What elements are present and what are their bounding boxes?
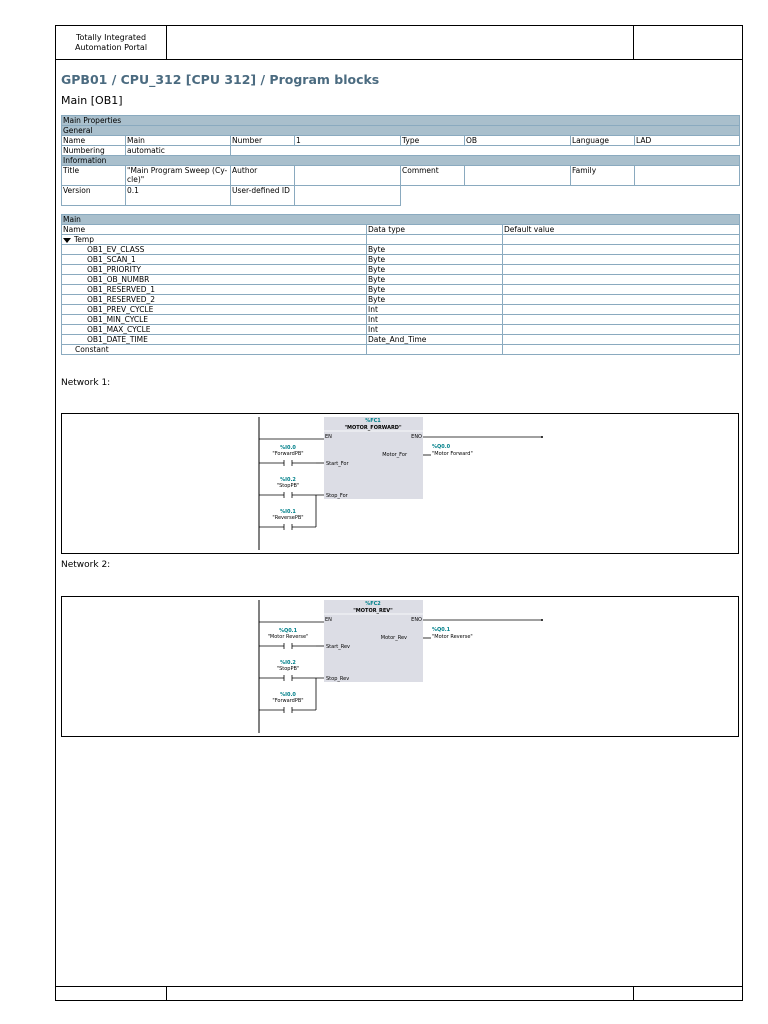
prop-label: Title (62, 166, 126, 186)
contact-name: "StopPB" (276, 666, 300, 672)
var-default (503, 315, 740, 325)
contact-address: %I0.0 (280, 445, 296, 451)
fc-name: "MOTOR_REV" (353, 608, 393, 614)
var-name: OB1_EV_CLASS (62, 245, 367, 255)
table-row (62, 295, 740, 305)
constant-row: Constant (62, 345, 367, 355)
output-address: %Q0.0 (432, 444, 451, 450)
contact-name: "ReversePB" (272, 515, 304, 521)
var-default (503, 335, 740, 345)
var-type: Byte (367, 245, 503, 255)
network-label: Network 1: (61, 378, 111, 388)
table-row (62, 305, 740, 315)
var-default (503, 295, 740, 305)
section-header: Information (62, 156, 740, 166)
table-row (62, 325, 740, 335)
output-name: "Motor Forward" (432, 451, 473, 457)
prop-value (295, 166, 401, 186)
var-default (503, 265, 740, 275)
var-type: Date_And_Time (367, 335, 503, 345)
temp-label: Temp (74, 235, 94, 244)
prop-value: 1 (295, 136, 401, 146)
contact-address: %I0.0 (280, 692, 296, 698)
ladder-diagram (62, 414, 740, 555)
table-row (62, 275, 740, 285)
prop-value: automatic (126, 146, 231, 156)
collapse-triangle-icon[interactable] (63, 238, 71, 243)
prop-value (635, 166, 740, 186)
footer-divider (166, 987, 167, 1001)
block-title: Main [OB1] (61, 94, 123, 107)
network-label: Network 2: (61, 560, 111, 570)
var-default (503, 285, 740, 295)
contact-name: "ForwardPB" (272, 451, 304, 457)
var-default (503, 275, 740, 285)
table-row (62, 255, 740, 265)
var-default (503, 305, 740, 315)
ladder-diagram (62, 597, 740, 738)
var-name: OB1_RESERVED_1 (62, 285, 367, 295)
var-name: OB1_DATE_TIME (62, 335, 367, 345)
en-pin: EN (325, 617, 332, 623)
var-name: OB1_RESERVED_2 (62, 295, 367, 305)
table-row (62, 315, 740, 325)
prop-value: Main (126, 136, 231, 146)
input-pin: Stop_For (326, 493, 348, 499)
table-row (62, 335, 740, 345)
contact-address: %I0.1 (280, 509, 296, 515)
var-default (503, 325, 740, 335)
table-row (62, 245, 740, 255)
empty-cell (231, 146, 740, 156)
page-header (56, 26, 742, 60)
prop-value: 0.1 (126, 186, 231, 206)
var-default (503, 255, 740, 265)
network-1-diagram (61, 413, 739, 554)
var-name: OB1_MIN_CYCLE (62, 315, 367, 325)
temp-row[interactable] (62, 235, 367, 245)
prop-value: LAD (635, 136, 740, 146)
contact-name: "ForwardPB" (272, 698, 304, 704)
prop-label: User-defined ID (231, 186, 295, 206)
var-type: Int (367, 315, 503, 325)
empty-cell (503, 345, 740, 355)
prop-label: Type (401, 136, 465, 146)
var-type: Byte (367, 275, 503, 285)
footer-divider (633, 987, 634, 1001)
var-name: OB1_MAX_CYCLE (62, 325, 367, 335)
project-path: GPB01 / CPU_312 [CPU 312] / Program blocks (61, 72, 380, 87)
header-divider (633, 26, 634, 59)
output-pin: Motor_Rev (380, 635, 407, 641)
fc-address: %FC2 (365, 601, 381, 607)
output-address: %Q0.1 (432, 627, 451, 633)
var-name: OB1_PREV_CYCLE (62, 305, 367, 315)
output-name: "Motor Reverse" (432, 634, 473, 640)
fc-name: "MOTOR_FORWARD" (344, 425, 402, 431)
prop-label: Version (62, 186, 126, 206)
section-header: General (62, 126, 740, 136)
empty-cell (367, 235, 503, 245)
column-header: Name (62, 225, 367, 235)
var-type: Byte (367, 255, 503, 265)
var-type: Byte (367, 295, 503, 305)
properties-table (61, 115, 740, 206)
prop-label: Comment (401, 166, 465, 186)
input-pin: Start_Rev (326, 644, 350, 650)
contact-address: %I0.2 (280, 660, 296, 666)
prop-value (295, 186, 401, 206)
contact-address: %I0.2 (280, 477, 296, 483)
product-name: Totally Integrated Automation Portal (56, 26, 167, 59)
empty-cell (401, 186, 740, 206)
wire-end-dot (541, 619, 543, 621)
empty-cell (503, 235, 740, 245)
section-header: Main (62, 215, 740, 225)
prop-label: Author (231, 166, 295, 186)
prop-label: Language (571, 136, 635, 146)
contact-address: %Q0.1 (278, 628, 298, 634)
var-type: Byte (367, 265, 503, 275)
var-name: OB1_SCAN_1 (62, 255, 367, 265)
section-header: Main Properties (62, 116, 740, 126)
input-pin: Stop_Rev (326, 676, 350, 682)
input-pin: Start_For (326, 461, 349, 467)
en-pin: EN (325, 434, 332, 440)
column-header: Default value (503, 225, 740, 235)
var-type: Int (367, 305, 503, 315)
interface-table (61, 214, 740, 355)
contact-name: "Motor Reverse" (267, 634, 309, 640)
wire-end-dot (541, 436, 543, 438)
var-name: OB1_PRIORITY (62, 265, 367, 275)
eno-pin: ENO (411, 617, 422, 623)
prop-label: Family (571, 166, 635, 186)
eno-pin: ENO (411, 434, 422, 440)
prop-value: OB (465, 136, 571, 146)
prop-label: Name (62, 136, 126, 146)
var-type: Byte (367, 285, 503, 295)
page-footer (56, 986, 742, 1001)
contact-name: "StopPB" (276, 483, 300, 489)
prop-label: Number (231, 136, 295, 146)
network-2-diagram (61, 596, 739, 737)
var-name: OB1_OB_NUMBR (62, 275, 367, 285)
table-row (62, 285, 740, 295)
prop-label: Numbering (62, 146, 126, 156)
prop-value (465, 166, 571, 186)
output-pin: Motor_For (382, 452, 407, 458)
var-type: Int (367, 325, 503, 335)
fc-address: %FC1 (365, 418, 381, 424)
table-row (62, 265, 740, 275)
var-default (503, 245, 740, 255)
empty-cell (367, 345, 503, 355)
prop-value: "Main Program Sweep (Cy-cle)" (126, 166, 231, 186)
column-header: Data type (367, 225, 503, 235)
